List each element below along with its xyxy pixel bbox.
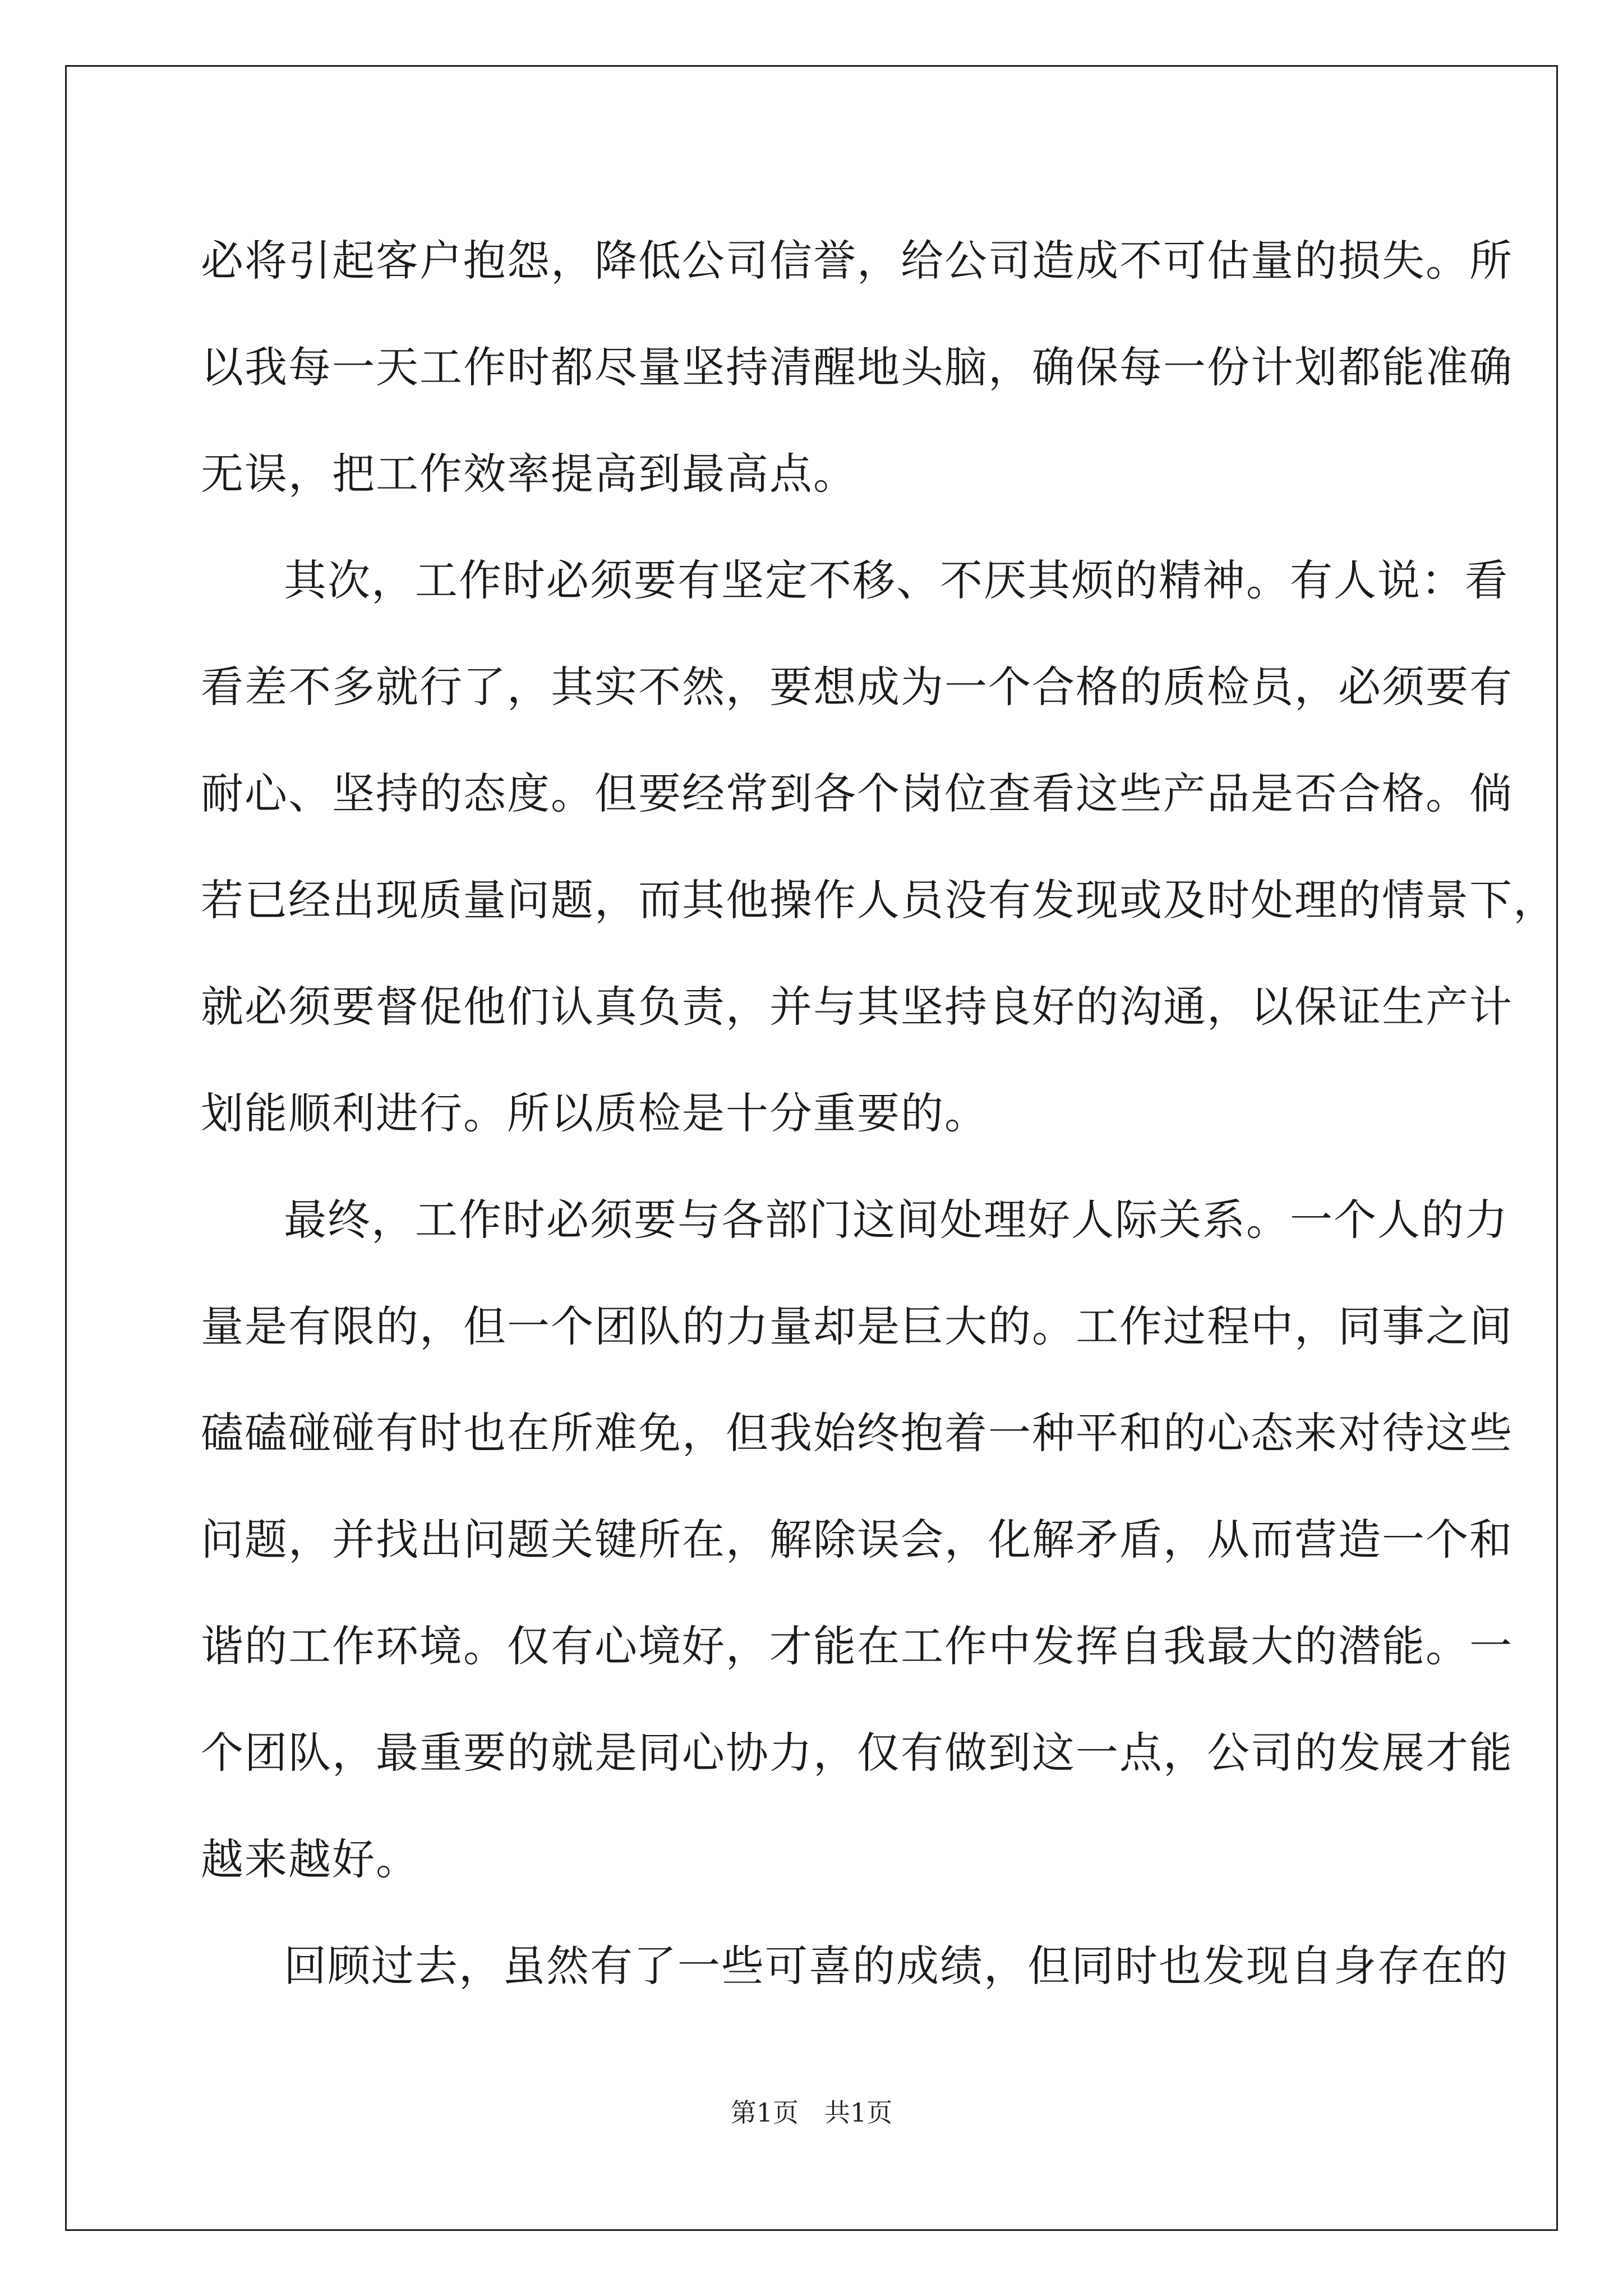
text-line: 必将引起客户抱怨，降低公司信誉，给公司造成不可估量的损失。所 [201,236,1513,286]
text-line: 耐心、坚持的态度。但要经常到各个岗位查看这些产品是否合格。倘 [201,769,1513,818]
text-line: 若已经出现质量问题，而其他操作人员没有发现或及时处理的情景下， [201,875,1557,925]
text-line: 就必须要督促他们认真负责，并与其坚持良好的沟通，以保证生产计 [201,982,1513,1032]
text-line: 以我每一天工作时都尽量坚持清醒地头脑，确保每一份计划都能准确 [201,342,1513,392]
text-line: 看差不多就行了，其实不然，要想成为一个合格的质检员，必须要有 [201,662,1513,712]
text-line: 磕磕碰碰有时也在所难免，但我始终抱着一种平和的心态来对待这些 [201,1408,1513,1458]
document-body [201,208,1557,2019]
text-line: 回顾过去，虽然有了一些可喜的成绩，但同时也发现自身存在的 [284,1941,1509,1991]
text-line: 个团队，最重要的就是同心协力，仅有做到这一点，公司的发展才能 [201,1728,1513,1778]
text-line: 最终，工作时必须要与各部门这间处理好人际关系。一个人的力 [284,1195,1509,1245]
text-line: 量是有限的，但一个团队的力量却是巨大的。工作过程中，同事之间 [201,1301,1513,1351]
page-footer: 第1页 共1页 [730,2097,893,2128]
text-line: 越来越好。 [201,1834,419,1884]
text-line: 划能顺利进行。所以质检是十分重要的。 [201,1088,988,1138]
text-line: 问题，并找出问题关键所在，解除误会，化解矛盾，从而营造一个和 [201,1515,1513,1565]
text-line: 谐的工作环境。仅有心境好，才能在工作中发挥自我最大的潜能。一 [201,1621,1513,1671]
text-line: 其次，工作时必须要有坚定不移、不厌其烦的精神。有人说：看 [284,555,1509,605]
text-line: 无误，把工作效率提高到最高点。 [201,449,857,499]
